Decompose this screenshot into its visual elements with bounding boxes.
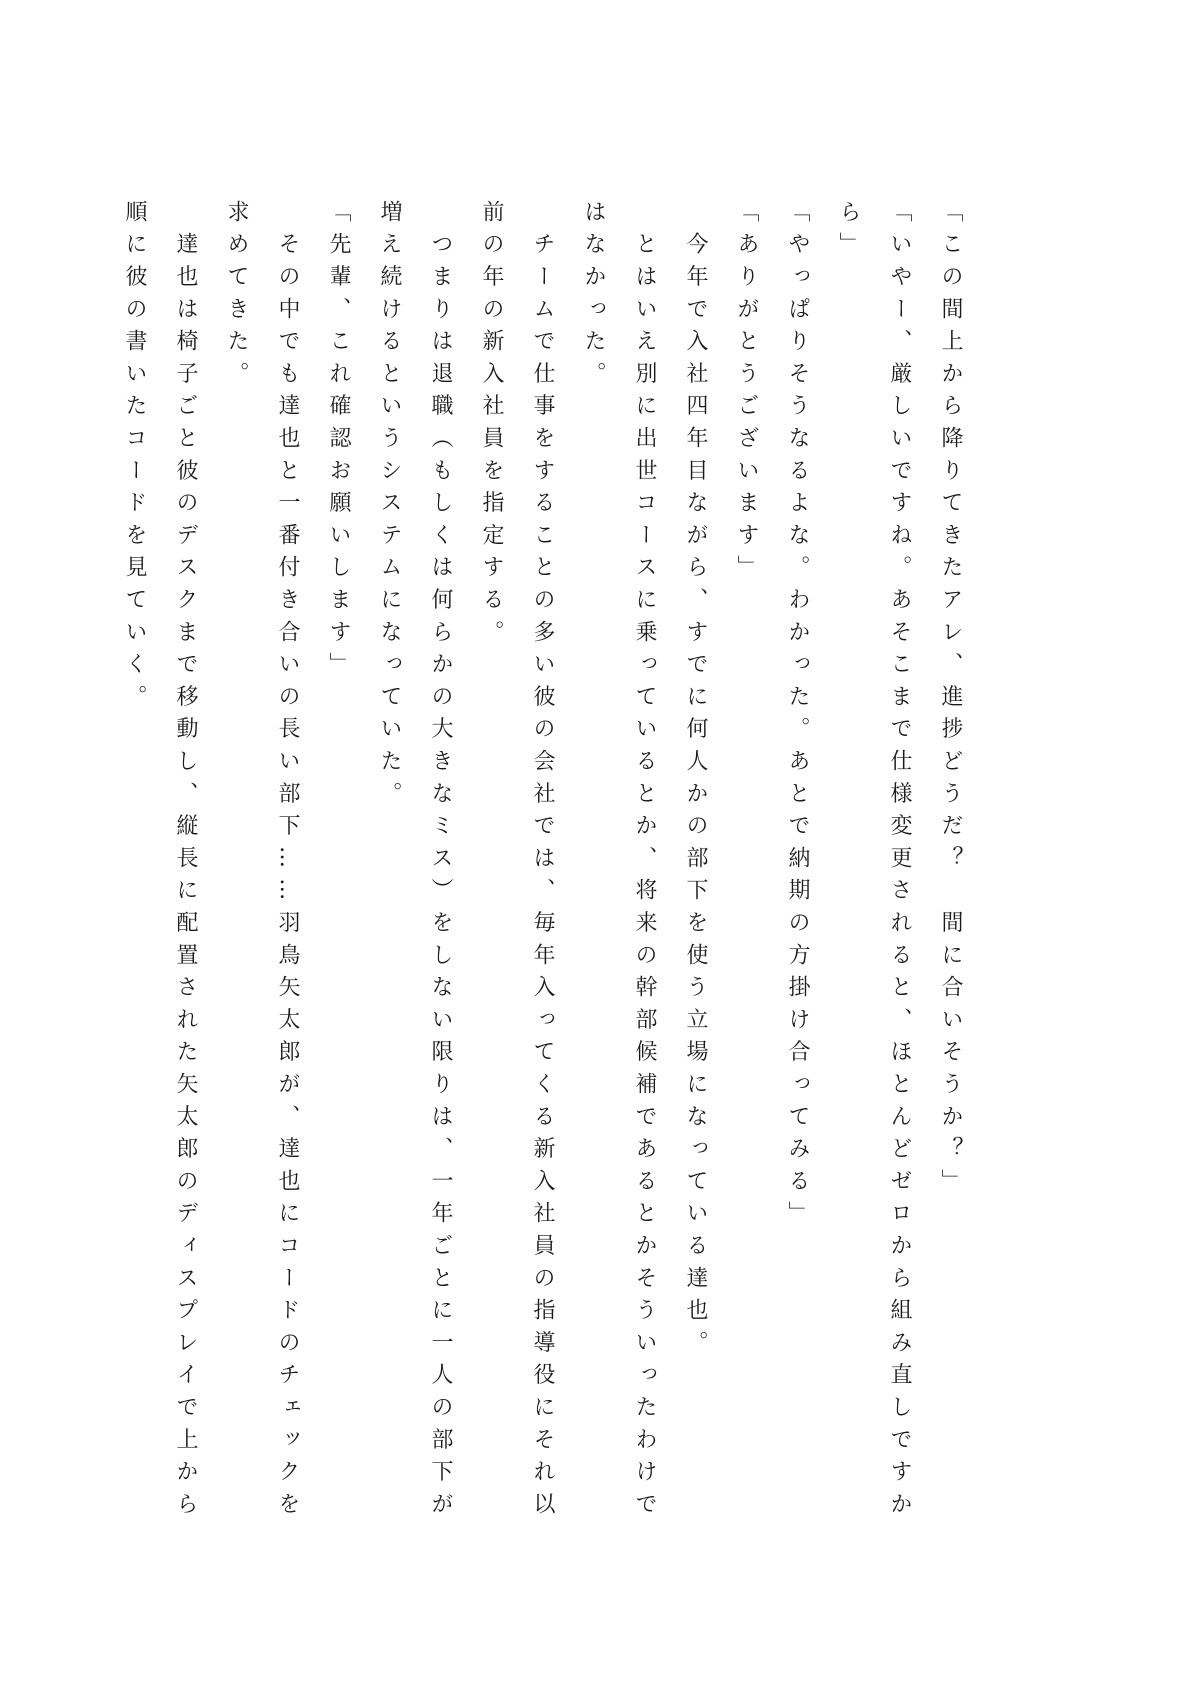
- paragraph: 「いやー、厳しいですね。あそこまで仕様変更されると、ほとんどゼロから組み直しですから」: [836, 200, 912, 1525]
- paragraph: 達也は椅子ごと彼のデスクまで移動し、縦長に配置された矢太郎のディスプレイで上から順に彼の書いたコードを見ていく。: [122, 200, 198, 1525]
- paragraph: その中でも達也と一番付き合いの長い部下……羽鳥矢太郎が、達也にコードのチェックを求めてきた。: [224, 200, 300, 1525]
- paragraph: 「やっぱりそうなるよな。わかった。あとで納期の方掛け合ってみる」: [785, 200, 810, 1234]
- paragraph: チームで仕事をすることの多い彼の会社では、毎年入ってくる新入社員の指導役にそれ以前の年の新入社員を指定する。: [479, 200, 555, 1525]
- paragraph: 「この間上から降りてきたアレ、進捗どうだ？ 間に合いそうか？」: [938, 200, 963, 1202]
- paragraph: 「ありがとうございます」: [734, 200, 759, 588]
- vertical-text-body: [109, 200, 976, 1530]
- paragraph: とはいえ別に出世コースに乗っているとか、将来の幹部候補であるとかそういったわけではなかった。: [581, 200, 657, 1525]
- paragraph: つまりは退職（もしくは何らかの大きなミス）をしない限りは、一年ごとに一人の部下が増え続けるというシステムになっていた。: [377, 200, 453, 1525]
- paragraph: 「先輩、これ確認お願いします」: [326, 200, 351, 685]
- paragraph: 今年で入社四年目ながら、すでに何人かの部下を使う立場になっている達也。: [683, 200, 708, 1363]
